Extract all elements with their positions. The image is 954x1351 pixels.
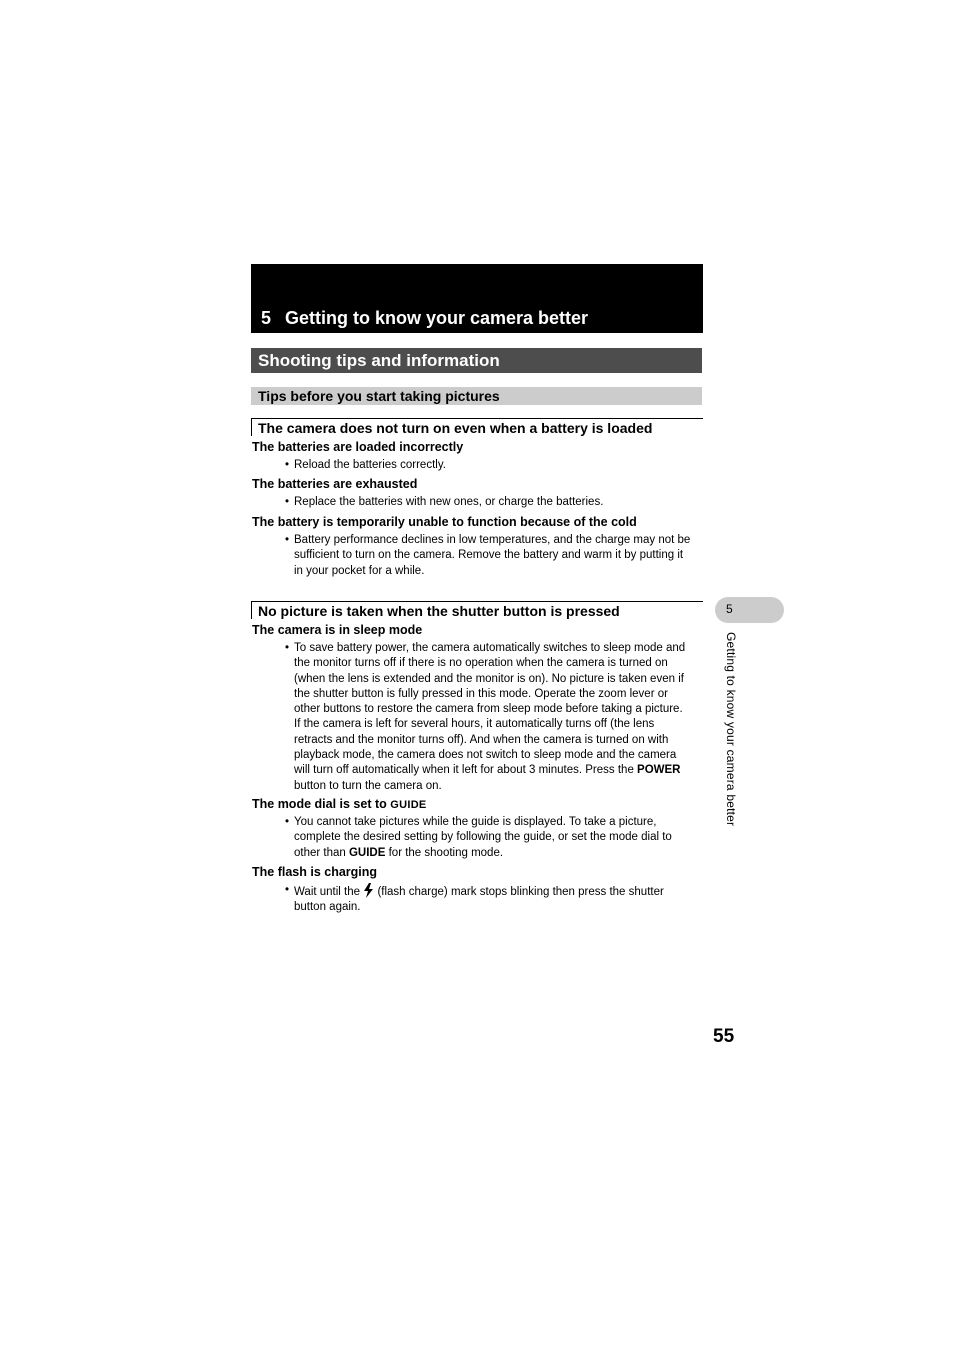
subsection-title: Tips before you start taking pictures [258,388,500,404]
bullet-text: Reload the batteries correctly. [294,459,446,471]
guide-mode-label: GUIDE [390,799,427,811]
cause-heading: The camera is in sleep mode [252,623,423,637]
bullet-item [285,458,703,473]
chapter-title [261,308,588,329]
topic-heading-shutter [251,601,703,619]
chapter-title-text: Getting to know your camera better [285,308,589,328]
section-title: Shooting tips and information [258,351,500,370]
bullet-text: To save battery power, the camera automatically switches to sleep mode and the monitor turns off if there is no operation when the camera is turned on (when the lens is extended and the monitor is on). No picture is taken even if the shutter button is fully pressed in this mode. Operate the zoom lever or other buttons to restore the camera from sleep mode before taking a picture. If the camera is left for several hours, it automatically turns off (the lens retracts and the monitor turns off). And when the camera is turned on with playback mode, the camera does not switch to sleep mode and the camera will turn off automatically when it left for about 3 minutes. Press the POWER button to turn the camera on. [294,642,686,792]
topic-title: The camera does not turn on even when a battery is loaded [258,420,653,436]
bullet-item [285,883,703,916]
bullet-dot: • [285,816,290,828]
bullet-text: Battery performance declines in low temperatures, and the charge may not be sufficient to turn on the camera. Remove the battery and warm it by putting it in your pocket for a while. [294,534,691,577]
bullet-dot: • [285,884,290,896]
cause-heading: The batteries are loaded incorrectly [252,440,464,454]
chapter-side-tab [715,597,784,623]
chapter-number: 5 [261,308,272,328]
section-heading [251,348,702,373]
flash-charge-icon [363,883,374,898]
guide-label: GUIDE [348,846,386,859]
subsection-heading [251,387,702,405]
chapter-banner [251,264,703,333]
bullet-item [285,641,703,794]
bullet-dot: • [285,459,290,471]
bullet-dot: • [285,534,290,546]
bullet-dot: • [285,642,290,654]
topic-title: No picture is taken when the shutter button is pressed [258,603,620,619]
bullet-text: You cannot take pictures while the guide is displayed. To take a picture, complete the desired setting by following the guide, or set the mode dial to other than GUIDE for the shooting mode. [294,816,672,859]
bullet-text: Wait until the (flash charge) mark stops blinking then press the shutter button again. [294,883,703,916]
page-number: 55 [713,1026,735,1047]
bullet-text: Replace the batteries with new ones, or charge the batteries. [294,496,604,508]
bullet-item [285,815,703,861]
cause-heading: The battery is temporarily unable to function because of the cold [252,515,637,529]
bullet-item [285,533,703,579]
power-button-label: POWER [637,764,681,777]
side-tab-label: Getting to know your camera better [724,632,738,827]
topic-heading-power [251,418,703,436]
cause-heading: The batteries are exhausted [252,477,418,491]
bullet-item [285,495,703,510]
cause-heading: The flash is charging [252,865,378,879]
bullet-dot: • [285,496,290,508]
cause-heading: The mode dial is set to GUIDE [252,797,427,811]
side-tab-number: 5 [726,602,733,616]
